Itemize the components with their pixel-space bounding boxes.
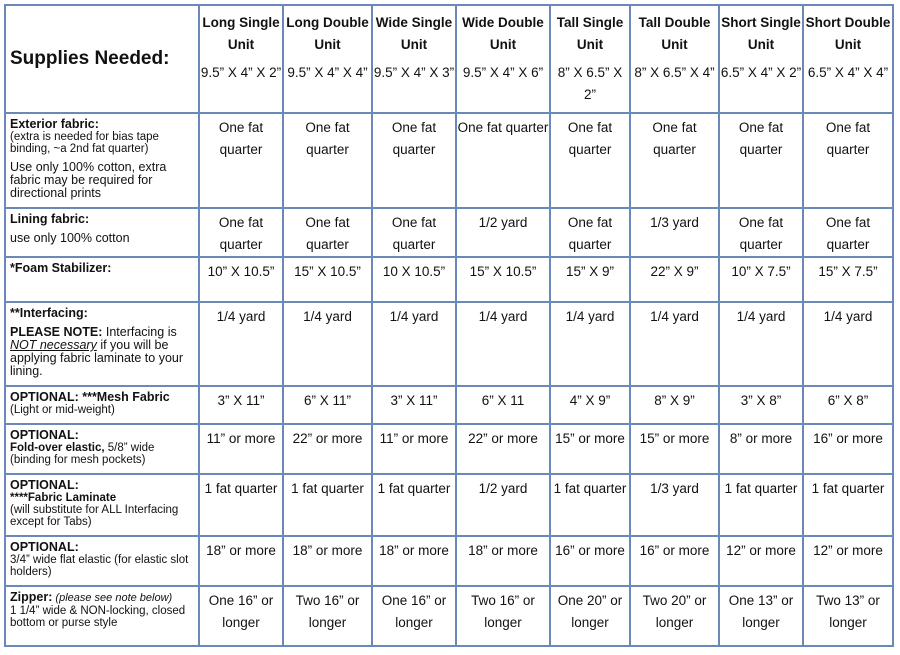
row-label-note: use only 100% cotton — [10, 231, 130, 245]
table-cell: One fat quarter — [630, 113, 719, 208]
row-label-fabric-laminate — [5, 474, 199, 536]
table-cell: One fat quarter — [719, 113, 803, 208]
row-label-mesh-fabric — [5, 386, 199, 424]
table-cell: Two 16” or longer — [456, 586, 550, 646]
column-header — [630, 5, 719, 113]
row-label-note-pre: Interfacing is — [102, 325, 177, 339]
table-cell: 15” or more — [630, 424, 719, 474]
row-label-title: *Foam Stabilizer: — [10, 261, 112, 275]
table-cell: One fat quarter — [199, 208, 283, 257]
row-label-prefix: OPTIONAL: — [10, 428, 79, 442]
table-cell: 8” or more — [719, 424, 803, 474]
table-cell: 1/4 yard — [456, 302, 550, 386]
row-label-sub: (binding for mesh pockets) — [10, 454, 146, 466]
column-dims: 9.5” X 4” X 4” — [287, 65, 368, 80]
table-cell: 1/4 yard — [283, 302, 372, 386]
row-label-title: ****Fabric Laminate — [10, 492, 117, 504]
row-label-title: ***Mesh Fabric — [82, 390, 170, 404]
table-cell: 22” X 9” — [630, 257, 719, 302]
table-cell: 3” X 11” — [372, 386, 456, 424]
table-cell: 15” X 10.5” — [283, 257, 372, 302]
table-cell: 4” X 9” — [550, 386, 630, 424]
table-cell: 11” or more — [372, 424, 456, 474]
table-cell: 12” or more — [719, 536, 803, 586]
column-dims: 8” X 6.5” X 4” — [634, 65, 715, 80]
table-row — [5, 302, 893, 386]
table-cell: 1/4 yard — [372, 302, 456, 386]
table-cell: 10 X 10.5” — [372, 257, 456, 302]
column-header — [719, 5, 803, 113]
row-label-exterior-fabric — [5, 113, 199, 208]
table-cell: One fat quarter — [719, 208, 803, 257]
table-cell: 1 fat quarter — [550, 474, 630, 536]
column-dims: 9.5” X 4” X 2” — [200, 65, 282, 80]
row-label-sub: 1 1/4” wide & NON-locking, closed bottom or purse style — [10, 605, 186, 629]
column-header — [199, 5, 283, 113]
table-cell: 1/4 yard — [630, 302, 719, 386]
column-header — [456, 5, 550, 113]
row-label-emphasis: (please see note below) — [52, 592, 173, 604]
column-name: Long Double Unit — [286, 15, 369, 52]
column-name: Wide Single Unit — [375, 15, 453, 52]
row-label-prefix: OPTIONAL: — [10, 540, 79, 554]
column-name: Tall Double Unit — [638, 15, 711, 52]
table-cell: 18” or more — [199, 536, 283, 586]
table-cell: 15” X 10.5” — [456, 257, 550, 302]
table-row — [5, 208, 893, 257]
table-row — [5, 113, 893, 208]
table-cell: 1 fat quarter — [199, 474, 283, 536]
table-cell: One fat quarter — [456, 113, 550, 208]
table-cell: 1/4 yard — [719, 302, 803, 386]
column-name: Long Single Unit — [202, 15, 280, 52]
table-cell: 3” X 11” — [199, 386, 283, 424]
column-header — [283, 5, 372, 113]
supplies-table-wrapper — [4, 4, 894, 647]
row-label-title: **Interfacing: — [10, 306, 88, 320]
table-cell: 15” or more — [550, 424, 630, 474]
table-cell: One 16” or longer — [199, 586, 283, 646]
table-cell: One fat quarter — [550, 208, 630, 257]
table-cell: 18” or more — [372, 536, 456, 586]
row-label-title: Fold-over elastic, — [10, 442, 105, 454]
table-cell: 11” or more — [199, 424, 283, 474]
table-cell: 1 fat quarter — [719, 474, 803, 536]
row-label-note-bold: PLEASE NOTE: — [10, 325, 103, 339]
table-cell: 15” X 9” — [550, 257, 630, 302]
column-name: Short Single Unit — [721, 15, 801, 52]
table-row — [5, 586, 893, 646]
column-header — [372, 5, 456, 113]
supplies-table — [4, 4, 894, 647]
table-cell: 16” or more — [630, 536, 719, 586]
table-cell: Two 16” or longer — [283, 586, 372, 646]
row-label-sub: (will substitute for ALL Interfacing except for Tabs) — [10, 504, 179, 528]
column-name: Short Double Unit — [805, 15, 891, 52]
row-label-title: Lining fabric: — [10, 212, 90, 226]
column-header — [550, 5, 630, 113]
table-cell: One 16” or longer — [372, 586, 456, 646]
row-label-foam-stabilizer — [5, 257, 199, 302]
table-title: Supplies Needed: — [5, 5, 199, 113]
row-label-sub: (extra is needed for bias tape binding, ~a 2nd fat quarter) — [10, 131, 159, 155]
row-label-fold-over-elastic — [5, 424, 199, 474]
column-dims: 9.5” X 4” X 3” — [373, 65, 455, 80]
table-cell: 1/4 yard — [550, 302, 630, 386]
table-cell: 1/2 yard — [456, 474, 550, 536]
table-cell: 6” X 11 — [456, 386, 550, 424]
row-label-interfacing — [5, 302, 199, 386]
column-dims: 6.5” X 4” X 4” — [807, 65, 889, 80]
table-cell: One fat quarter — [199, 113, 283, 208]
column-header — [803, 5, 893, 113]
table-cell: 6” X 8” — [803, 386, 893, 424]
table-cell: 1 fat quarter — [372, 474, 456, 536]
table-cell: 16” or more — [550, 536, 630, 586]
table-cell: One 20” or longer — [550, 586, 630, 646]
row-label-zipper — [5, 586, 199, 646]
table-cell: 22” or more — [283, 424, 372, 474]
table-cell: 16” or more — [803, 424, 893, 474]
table-cell: 1/3 yard — [630, 208, 719, 257]
table-cell: One fat quarter — [283, 113, 372, 208]
row-label-lining-fabric — [5, 208, 199, 257]
table-cell: 3” X 8” — [719, 386, 803, 424]
table-row — [5, 474, 893, 536]
row-label-sub: (Light or mid-weight) — [10, 404, 115, 416]
table-cell: One fat quarter — [803, 113, 893, 208]
table-cell: 1 fat quarter — [283, 474, 372, 536]
table-cell: One fat quarter — [803, 208, 893, 257]
table-cell: One fat quarter — [372, 113, 456, 208]
row-label-prefix: OPTIONAL: — [10, 478, 79, 492]
column-dims: 9.5” X 4” X 6” — [462, 65, 544, 80]
table-cell: 6” X 11” — [283, 386, 372, 424]
row-label-flat-elastic — [5, 536, 199, 586]
table-row — [5, 536, 893, 586]
table-row — [5, 257, 893, 302]
row-label-title: Zipper: — [10, 590, 53, 604]
table-cell: 18” or more — [456, 536, 550, 586]
table-cell: 1/4 yard — [199, 302, 283, 386]
header-row — [5, 5, 893, 113]
table-cell: 18” or more — [283, 536, 372, 586]
row-label-note: Use only 100% cotton, extra fabric may be required for directional prints — [10, 160, 167, 200]
table-cell: 1/4 yard — [803, 302, 893, 386]
row-label-line — [10, 442, 194, 454]
row-label-note — [10, 326, 194, 378]
table-cell: 12” or more — [803, 536, 893, 586]
table-cell: 1 fat quarter — [803, 474, 893, 536]
table-cell: One fat quarter — [372, 208, 456, 257]
table-cell: 8” X 9” — [630, 386, 719, 424]
table-cell: One 13” or longer — [719, 586, 803, 646]
table-cell: One fat quarter — [283, 208, 372, 257]
table-cell: 15” X 7.5” — [803, 257, 893, 302]
table-cell: One fat quarter — [550, 113, 630, 208]
table-cell: Two 13” or longer — [803, 586, 893, 646]
table-cell: 10” X 10.5” — [199, 257, 283, 302]
row-label-post: 5/8” wide — [104, 442, 155, 454]
table-cell: 10” X 7.5” — [719, 257, 803, 302]
row-label-title: Exterior fabric: — [10, 117, 99, 131]
table-cell: Two 20” or longer — [630, 586, 719, 646]
row-label-prefix: OPTIONAL: — [10, 390, 83, 404]
column-name: Wide Double Unit — [462, 15, 544, 52]
table-row — [5, 424, 893, 474]
column-name: Tall Single Unit — [556, 15, 624, 52]
table-cell: 1/2 yard — [456, 208, 550, 257]
column-dims: 8” X 6.5” X 2” — [557, 65, 623, 102]
column-dims: 6.5” X 4” X 2” — [720, 65, 802, 80]
row-label-sub: 3/4” wide flat elastic (for elastic slot holders) — [10, 554, 189, 578]
table-cell: 1/3 yard — [630, 474, 719, 536]
row-label-note-post: if you will be applying fabric laminate to your lining. — [10, 338, 184, 378]
table-cell: 22” or more — [456, 424, 550, 474]
row-label-note-emphasis: NOT necessary — [10, 338, 97, 352]
table-row — [5, 386, 893, 424]
